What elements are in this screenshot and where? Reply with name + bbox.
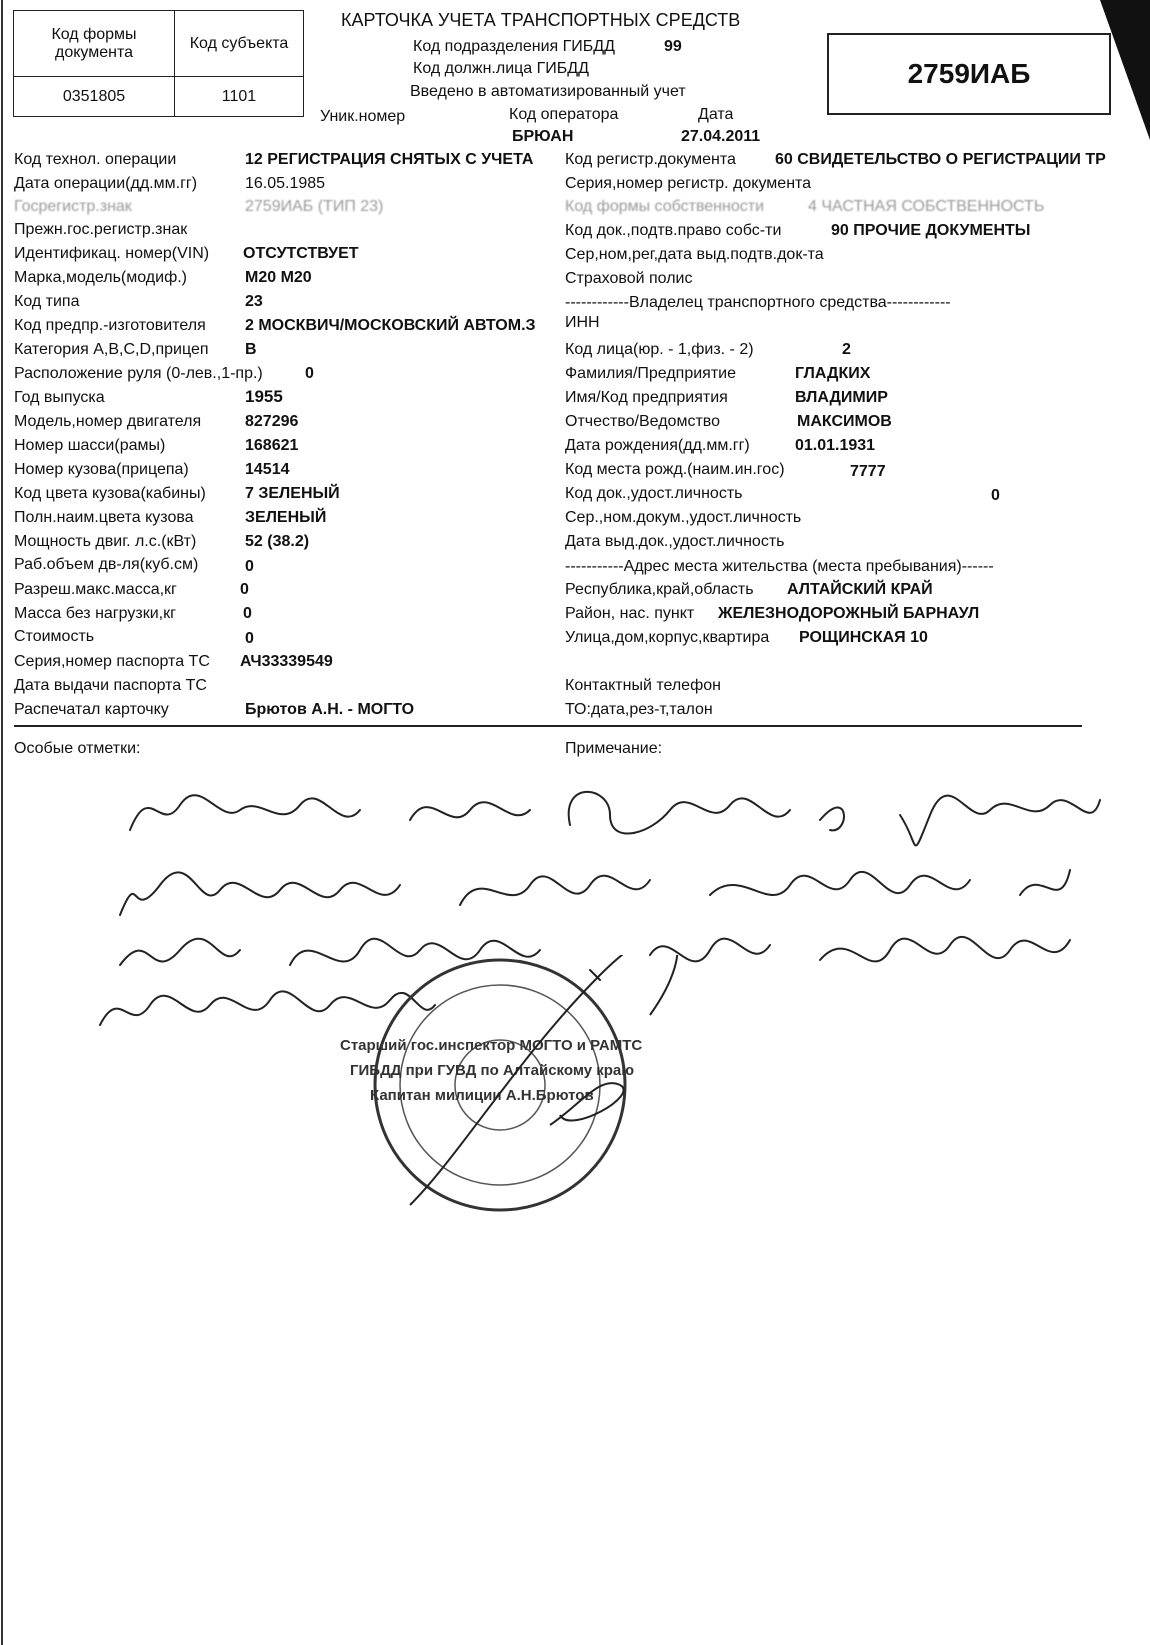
- special-marks-label: Особые отметки:: [14, 740, 141, 757]
- field-value: 2: [842, 341, 851, 358]
- field-label: Госрегистр.знак: [14, 198, 132, 215]
- form-code-label: Код формы документа: [14, 11, 175, 77]
- subject-code-value: 1101: [175, 77, 304, 117]
- field-value: 14514: [245, 461, 290, 478]
- field-value: ЖЕЛЕЗНОДОРОЖНЫЙ БАРНАУЛ: [718, 605, 980, 622]
- subject-code-label: Код субъекта: [175, 11, 304, 77]
- field-label: ИНН: [565, 314, 600, 331]
- field-label: Код типа: [14, 293, 80, 310]
- field-value: АЛТАЙСКИЙ КРАЙ: [787, 581, 933, 598]
- field-label: Код док.,удост.личность: [565, 485, 743, 502]
- field-label: Код регистр.документа: [565, 151, 736, 168]
- field-value: B: [245, 341, 257, 358]
- field-value: 2759ИАБ (ТИП 23): [245, 198, 384, 215]
- field-label: Серия,номер регистр. документа: [565, 175, 812, 192]
- date-value: 27.04.2011: [681, 128, 761, 145]
- official-stamp: [320, 955, 760, 1255]
- form-code-value: 0351805: [14, 77, 175, 117]
- field-label: Год выпуска: [14, 389, 105, 406]
- field-label: Сер,ном,рег,дата выд.подтв.док-та: [565, 246, 824, 263]
- field-label: Дата операции(дд.мм.гг): [14, 175, 198, 192]
- field-value: ВЛАДИМИР: [795, 389, 888, 406]
- field-label: Дата выд.док.,удост.личность: [565, 533, 785, 550]
- svg-text:ГИБДД при ГУВД по Алтайскому к: ГИБДД при ГУВД по Алтайскому краю: [350, 1062, 635, 1079]
- field-label: Страховой полис: [565, 270, 693, 287]
- field-label: Имя/Код предприятия: [565, 389, 728, 406]
- svg-text:Капитан милиции А.Н.Брютов: Капитан милиции А.Н.Брютов: [370, 1087, 594, 1104]
- field-label: Республика,край,область: [565, 581, 754, 598]
- official-label: Код должн.лица ГИБДД: [413, 60, 589, 77]
- note-label: Примечание:: [565, 740, 663, 757]
- field-label: Сер.,ном.докум.,удост.личность: [565, 509, 802, 526]
- svg-text:Старший гос.инспектор МОГТО и: Старший гос.инспектор МОГТО и РАМТС: [340, 1037, 643, 1054]
- registration-number: 2759ИАБ: [907, 58, 1031, 89]
- registration-number-box: [827, 33, 1111, 115]
- field-value: 2 МОСКВИЧ/МОСКОВСКИЙ АВТОМ.З: [245, 317, 536, 334]
- field-label: Номер кузова(прицепа): [14, 461, 189, 478]
- field-label: Категория А,В,С,D,прицеп: [14, 341, 209, 358]
- field-label: Фамилия/Предприятие: [565, 365, 736, 382]
- field-label: Контактный телефон: [565, 677, 721, 694]
- field-label: Дата рождения(дд.мм.гг): [565, 437, 750, 454]
- field-label: Код док.,подтв.право собс-ти: [565, 222, 782, 239]
- field-value: 12 РЕГИСТРАЦИЯ СНЯТЫХ С УЧЕТА: [245, 151, 534, 168]
- field-label: Серия,номер паспорта ТС: [14, 653, 210, 670]
- field-label: Разреш.макс.масса,кг: [14, 581, 177, 598]
- owner-section-header: ------------Владелец транспортного средства------------: [565, 294, 951, 311]
- operator-label: Код оператора: [509, 106, 619, 123]
- document-title: КАРТОЧКА УЧЕТА ТРАНСПОРТНЫХ СРЕДСТВ: [341, 10, 741, 30]
- field-value: 0: [240, 581, 249, 598]
- division-label: Код подразделения ГИБДД: [413, 38, 615, 55]
- field-label: Марка,модель(модиф.): [14, 269, 188, 286]
- field-value: 90 ПРОЧИЕ ДОКУМЕНТЫ: [831, 222, 1031, 239]
- field-value: М20 М20: [245, 269, 312, 286]
- field-label: Код цвета кузова(кабины): [14, 485, 206, 502]
- field-value: 7 ЗЕЛЕНЫЙ: [245, 485, 340, 502]
- field-label: Код лица(юр. - 1,физ. - 2): [565, 341, 754, 358]
- field-value: 0: [243, 605, 252, 622]
- field-label: Отчество/Ведомство: [565, 413, 720, 430]
- field-label: Номер шасси(рамы): [14, 437, 166, 454]
- field-label: Расположение руля (0-лев.,1-пр.): [14, 365, 263, 382]
- field-label: Код предпр.-изготовителя: [14, 317, 206, 334]
- field-value: 168621: [245, 437, 299, 454]
- field-label: Дата выдачи паспорта ТС: [14, 677, 207, 694]
- field-label: Модель,номер двигателя: [14, 413, 202, 430]
- field-label: Улица,дом,корпус,квартира: [565, 629, 770, 646]
- field-label: Код технол. операции: [14, 151, 177, 168]
- field-label: Стоимость: [14, 628, 95, 645]
- field-label: Код формы собственности: [565, 198, 764, 215]
- field-value: 16.05.1985: [245, 175, 326, 192]
- field-value: 01.01.1931: [795, 437, 876, 454]
- field-value: Брютов А.Н. - МОГТО: [245, 701, 415, 718]
- operator-value: БРЮАН: [512, 128, 574, 145]
- field-label: Прежн.гос.регистр.знак: [14, 221, 188, 238]
- uniq-label: Уник.номер: [320, 108, 406, 125]
- field-value: 4 ЧАСТНАЯ СОБСТВЕННОСТЬ: [808, 198, 1045, 215]
- field-label: Мощность двиг. л.с.(кВт): [14, 533, 197, 550]
- field-value: 0: [245, 630, 254, 647]
- field-value: ЗЕЛЕНЫЙ: [245, 509, 327, 526]
- field-label: Код места рожд.(наим.ин.гос): [565, 461, 785, 478]
- field-label: Масса без нагрузки,кг: [14, 605, 176, 622]
- field-value: 0: [245, 558, 254, 575]
- field-value: 52 (38.2): [245, 533, 310, 550]
- field-label: ТО:дата,рез-т,талон: [565, 701, 713, 718]
- stamp-text: ГУВД по Алтайскому краю АК г. Барнаул МОГТО и РАМТС ГИБДД: [700, 1255, 731, 1256]
- header-table: [13, 10, 304, 117]
- entered-label: Введено в автоматизированный учет: [410, 83, 686, 100]
- divider-line: [14, 725, 1082, 727]
- field-value: 60 СВИДЕТЕЛЬСТВО О РЕГИСТРАЦИИ ТР: [775, 151, 1106, 168]
- field-label: Идентификац. номер(VIN): [14, 245, 210, 262]
- field-value: 0: [991, 487, 1000, 504]
- address-section-header: -----------Адрес места жительства (места пребывания)------: [565, 558, 994, 575]
- field-label: Район, нас. пункт: [565, 605, 695, 622]
- scan-edge-line: [1, 0, 3, 1645]
- date-label: Дата: [698, 106, 734, 123]
- field-value: РОЩИНСКАЯ 10: [799, 629, 928, 646]
- field-value: 1955: [245, 387, 283, 406]
- field-label: Раб.объем дв-ля(куб.см): [14, 556, 199, 573]
- field-value: 827296: [245, 413, 299, 430]
- field-value: ОТСУТСТВУЕТ: [243, 245, 359, 262]
- field-value: АЧ33339549: [240, 653, 333, 670]
- division-value: 99: [664, 38, 682, 55]
- field-value: ГЛАДКИХ: [795, 365, 871, 382]
- field-value: 0: [305, 365, 314, 382]
- field-value: 7777: [850, 463, 886, 480]
- field-label: Распечатал карточку: [14, 701, 169, 718]
- field-value: МАКСИМОВ: [797, 413, 892, 430]
- field-value: 23: [245, 293, 263, 310]
- field-label: Полн.наим.цвета кузова: [14, 509, 194, 526]
